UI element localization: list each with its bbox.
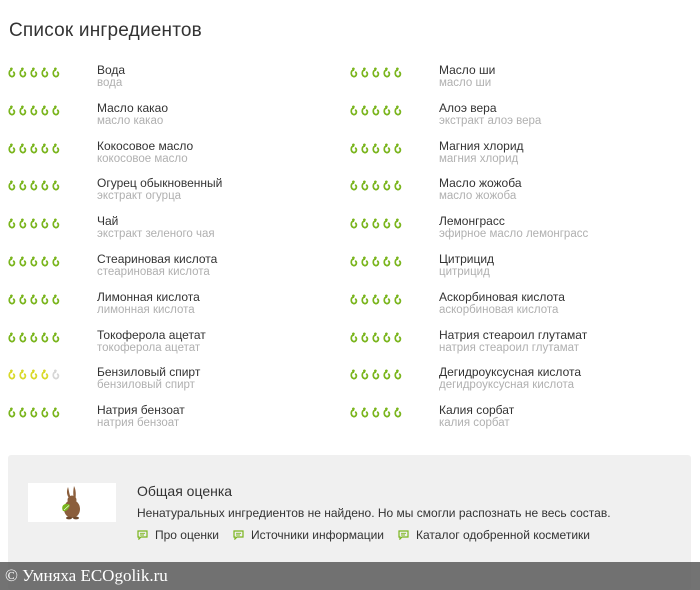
- ingredients-column-left: [8, 60, 348, 438]
- ingredient-name[interactable]: Масло жожоба: [439, 176, 522, 191]
- rating-leaf-icon: [31, 256, 36, 265]
- ingredient-name[interactable]: Дегидроуксусная кислота: [439, 365, 582, 380]
- rating-leaf-icon: [42, 181, 47, 190]
- rating-leaf-icon: [351, 143, 356, 152]
- rating-leaf-icon: [42, 408, 47, 417]
- ingredient-rating: [350, 216, 410, 230]
- rating-leaf-icon: [395, 370, 400, 379]
- rating-leaf-icon: [351, 370, 356, 379]
- ingredient-name[interactable]: Токоферола ацетат: [97, 327, 206, 342]
- ingredient-rating: [8, 292, 68, 306]
- summary-text: Ненатуральных ингредиентов не найдено. Но мы смогли распознать не весь состав.: [137, 506, 611, 520]
- ingredient-name[interactable]: Кокосовое масло: [97, 138, 194, 153]
- rating-leaf-icon: [373, 408, 378, 417]
- page-title: Список ингредиентов: [9, 20, 202, 41]
- ingredient-inci: экстракт огурца: [97, 190, 182, 203]
- rating-leaf-icon: [362, 332, 367, 341]
- rating-leaf-icon: [373, 332, 378, 341]
- rating-leaf-icon: [362, 105, 367, 114]
- rating-leaf-icon: [351, 294, 356, 303]
- ingredient-name[interactable]: Огурец обыкновенный: [97, 176, 223, 191]
- ingredient-row[interactable]: [8, 136, 348, 174]
- rating-leaf-icon: [351, 181, 356, 190]
- rating-leaf-icon: [53, 256, 58, 265]
- rating-leaf-icon: [373, 219, 378, 228]
- ingredient-names: [97, 101, 168, 128]
- rating-leaf-icon: [31, 370, 36, 379]
- about-ratings-link[interactable]: [137, 528, 219, 542]
- ingredient-inci: лимонная кислота: [97, 303, 195, 316]
- comment-icon: [233, 530, 244, 540]
- ingredient-names: [97, 63, 125, 90]
- ingredient-rating: [350, 141, 410, 155]
- ingredient-row[interactable]: [350, 173, 690, 211]
- ingredient-names: [439, 176, 522, 203]
- rating-leaf-icon: [31, 105, 36, 114]
- rating-leaf-icon: [362, 256, 367, 265]
- ingredient-name[interactable]: Масло какао: [97, 100, 168, 115]
- ingredient-name[interactable]: Лимонная кислота: [97, 289, 200, 304]
- ingredient-name[interactable]: Чай: [97, 214, 119, 229]
- rating-leaf-icon: [395, 181, 400, 190]
- rating-leaf-icon: [351, 408, 356, 417]
- ingredient-rating: [8, 367, 68, 381]
- information-sources-label: Источники информации: [250, 528, 385, 542]
- rating-leaf-icon: [362, 294, 367, 303]
- ingredient-row[interactable]: [8, 60, 348, 98]
- rating-leaf-icon: [53, 143, 58, 152]
- rating-leaf-icon: [20, 68, 25, 77]
- rating-leaf-icon: [395, 105, 400, 114]
- rating-leaf-icon: [9, 294, 14, 303]
- ingredient-name[interactable]: Натрия бензоат: [97, 403, 185, 418]
- ingredient-names: [439, 290, 565, 317]
- ingredient-name[interactable]: Калия сорбат: [439, 403, 515, 418]
- rating-leaf-icon: [42, 294, 47, 303]
- ingredient-inci: эфирное масло лемонграсс: [439, 228, 589, 241]
- ingredient-names: [97, 214, 215, 241]
- rating-leaf-icon: [20, 332, 25, 341]
- rating-leaf-icon: [53, 332, 58, 341]
- rating-leaf-icon: [9, 143, 14, 152]
- rating-leaf-icon: [9, 219, 14, 228]
- rating-leaf-icon: [53, 370, 58, 379]
- ingredient-rating: [8, 141, 68, 155]
- ingredients-column-right: [350, 60, 690, 438]
- ingredient-inci: натрия стеароил глутамат: [439, 341, 580, 354]
- ingredient-names: [97, 403, 185, 430]
- rating-leaf-icon: [373, 105, 378, 114]
- rating-leaf-icon: [20, 219, 25, 228]
- rating-leaf-icon: [31, 408, 36, 417]
- rating-leaf-icon: [351, 68, 356, 77]
- rating-leaf-icon: [42, 143, 47, 152]
- rating-leaf-icon: [20, 105, 25, 114]
- rating-leaf-icon: [31, 332, 36, 341]
- rating-leaf-icon: [53, 105, 58, 114]
- ingredient-rating: [350, 292, 410, 306]
- rating-leaf-icon: [384, 143, 389, 152]
- ingredient-name[interactable]: Стеариновая кислота: [97, 251, 218, 266]
- rating-leaf-icon: [362, 181, 367, 190]
- rating-leaf-icon: [373, 294, 378, 303]
- rating-leaf-icon: [395, 294, 400, 303]
- ingredient-inci: масло жожоба: [439, 190, 517, 203]
- ingredient-name[interactable]: Аскорбиновая кислота: [439, 289, 565, 304]
- ingredient-rating: [8, 103, 68, 117]
- ingredient-names: [97, 176, 222, 203]
- rating-leaf-icon: [53, 294, 58, 303]
- ingredient-name[interactable]: Цитрицид: [439, 251, 495, 266]
- ingredient-names: [439, 214, 588, 241]
- about-ratings-label: Про оценки: [155, 528, 219, 542]
- rating-leaf-icon: [53, 408, 58, 417]
- ingredient-row[interactable]: [8, 249, 348, 287]
- rating-leaf-icon: [9, 408, 14, 417]
- ingredient-row[interactable]: [8, 98, 348, 136]
- ingredient-row[interactable]: [350, 249, 690, 287]
- ingredient-rating: [350, 103, 410, 117]
- ingredient-row[interactable]: [8, 325, 348, 363]
- ingredient-names: [97, 139, 193, 166]
- ingredient-inci: стеариновая кислота: [97, 265, 210, 278]
- ingredient-row[interactable]: [350, 400, 690, 438]
- rating-leaf-icon: [362, 68, 367, 77]
- rating-leaf-icon: [42, 332, 47, 341]
- summary-links: [137, 528, 590, 542]
- ingredient-names: [97, 290, 200, 317]
- summary-title: Общая оценка: [137, 483, 233, 499]
- rating-leaf-icon: [384, 105, 389, 114]
- rating-leaf-icon: [31, 68, 36, 77]
- ingredient-names: [439, 252, 494, 279]
- ingredient-inci: вода: [97, 77, 123, 89]
- ingredient-inci: дегидроуксусная кислота: [439, 379, 575, 392]
- rating-leaf-icon: [31, 181, 36, 190]
- rating-leaf-icon: [362, 370, 367, 379]
- rating-leaf-icon: [373, 181, 378, 190]
- rating-leaf-icon: [373, 68, 378, 77]
- ingredient-rating: [350, 405, 410, 419]
- rating-leaf-icon: [9, 105, 14, 114]
- ingredient-names: [439, 101, 541, 128]
- rating-leaf-icon: [395, 408, 400, 417]
- ingredient-row[interactable]: [8, 362, 348, 400]
- ingredient-name[interactable]: Алоэ вера: [439, 100, 497, 115]
- rating-leaf-icon: [9, 256, 14, 265]
- rating-leaf-icon: [20, 370, 25, 379]
- ingredient-names: [439, 139, 524, 166]
- ingredient-rating: [350, 65, 410, 79]
- rating-leaf-icon: [20, 143, 25, 152]
- rating-leaf-icon: [384, 294, 389, 303]
- rating-leaf-icon: [31, 143, 36, 152]
- rating-leaf-icon: [373, 370, 378, 379]
- rating-leaf-icon: [42, 219, 47, 228]
- ingredient-inci: аскорбиновая кислота: [439, 303, 559, 316]
- ingredient-inci: экстракт зеленого чая: [97, 228, 215, 241]
- rating-leaf-icon: [351, 219, 356, 228]
- rating-leaf-icon: [9, 68, 14, 77]
- ingredient-row[interactable]: [8, 287, 348, 325]
- ingredient-rating: [8, 330, 68, 344]
- rating-leaf-icon: [20, 256, 25, 265]
- ingredient-rating: [350, 178, 410, 192]
- ingredient-names: [439, 328, 587, 355]
- ingredient-row[interactable]: [350, 211, 690, 249]
- rating-leaf-icon: [53, 68, 58, 77]
- rating-leaf-icon: [362, 408, 367, 417]
- ingredient-row[interactable]: [8, 400, 348, 438]
- ingredient-inci: кокосовое масло: [97, 152, 188, 165]
- rating-leaf-icon: [20, 408, 25, 417]
- rating-leaf-icon: [362, 143, 367, 152]
- rating-leaf-icon: [53, 219, 58, 228]
- ingredient-name[interactable]: Вода: [97, 63, 126, 77]
- ingredient-row[interactable]: [8, 173, 348, 211]
- rating-leaf-icon: [384, 370, 389, 379]
- ingredient-names: [97, 365, 200, 392]
- ingredient-name[interactable]: Магния хлорид: [439, 138, 524, 153]
- rating-leaf-icon: [42, 105, 47, 114]
- rating-leaf-icon: [42, 370, 47, 379]
- ingredient-row[interactable]: [350, 287, 690, 325]
- rating-leaf-icon: [395, 68, 400, 77]
- ingredient-names: [439, 403, 514, 430]
- rating-leaf-icon: [384, 408, 389, 417]
- watermark-text: © Умняха ECOgolik.ru: [5, 566, 168, 585]
- rating-leaf-icon: [9, 181, 14, 190]
- rating-leaf-icon: [20, 181, 25, 190]
- ingredient-names: [97, 328, 206, 355]
- ingredient-rating: [350, 330, 410, 344]
- ingredient-row[interactable]: [350, 60, 690, 98]
- ingredient-names: [439, 365, 581, 392]
- ingredient-names: [97, 252, 217, 279]
- ingredient-inci: масло ши: [439, 77, 492, 89]
- ingredient-rating: [8, 65, 68, 79]
- rating-leaf-icon: [351, 105, 356, 114]
- comment-icon: [398, 530, 409, 540]
- ingredient-inci: магния хлорид: [439, 152, 519, 165]
- ingredient-rating: [350, 367, 410, 381]
- rating-leaf-icon: [395, 332, 400, 341]
- approved-cosmetics-catalog-label: Каталог одобренной косметики: [416, 528, 590, 542]
- ingredient-row[interactable]: [350, 362, 690, 400]
- rating-leaf-icon: [31, 219, 36, 228]
- ingredient-names: [439, 63, 495, 90]
- rating-leaf-icon: [384, 219, 389, 228]
- rating-leaf-icon: [20, 294, 25, 303]
- rating-leaf-icon: [9, 370, 14, 379]
- rating-leaf-icon: [395, 143, 400, 152]
- ingredient-inci: цитрицид: [439, 265, 490, 278]
- rating-leaf-icon: [42, 68, 47, 77]
- ingredient-inci: экстракт алоэ вера: [439, 114, 542, 127]
- rating-leaf-icon: [384, 332, 389, 341]
- approved-cosmetics-catalog-link[interactable]: [398, 528, 590, 542]
- rating-leaf-icon: [53, 181, 58, 190]
- rating-leaf-icon: [31, 294, 36, 303]
- ingredient-rating: [8, 405, 68, 419]
- ingredient-name[interactable]: Натрия стеароил глутамат: [439, 327, 588, 342]
- rating-leaf-icon: [384, 181, 389, 190]
- ingredient-rating: [350, 254, 410, 268]
- rating-leaf-icon: [362, 219, 367, 228]
- rating-leaf-icon: [373, 143, 378, 152]
- rabbit-leaf-icon: [28, 483, 116, 522]
- ingredient-row[interactable]: [350, 325, 690, 363]
- ingredient-name[interactable]: Бензиловый спирт: [97, 365, 201, 380]
- ingredient-inci: натрия бензоат: [97, 417, 180, 430]
- ingredient-rating: [8, 178, 68, 192]
- ingredient-inci: токоферола ацетат: [97, 341, 201, 354]
- watermark-bar: [0, 562, 700, 590]
- ingredient-inci: калия сорбат: [439, 417, 510, 430]
- ingredient-inci: масло какао: [97, 114, 164, 127]
- rating-leaf-icon: [351, 256, 356, 265]
- rating-leaf-icon: [373, 256, 378, 265]
- ingredient-row[interactable]: [8, 211, 348, 249]
- ingredient-rating: [8, 254, 68, 268]
- ingredient-row[interactable]: [350, 136, 690, 174]
- ingredient-rating: [8, 216, 68, 230]
- ingredient-inci: бензиловый спирт: [97, 379, 195, 392]
- ingredient-name[interactable]: Масло ши: [439, 63, 496, 77]
- rating-leaf-icon: [42, 256, 47, 265]
- ingredient-row[interactable]: [350, 98, 690, 136]
- information-sources-link[interactable]: [233, 528, 384, 542]
- rating-leaf-icon: [384, 256, 389, 265]
- rating-leaf-icon: [395, 256, 400, 265]
- rating-leaf-icon: [384, 68, 389, 77]
- rating-leaf-icon: [9, 332, 14, 341]
- rating-leaf-icon: [351, 332, 356, 341]
- rating-leaf-icon: [395, 219, 400, 228]
- ingredient-name[interactable]: Лемонграсс: [439, 214, 505, 229]
- comment-icon: [137, 530, 148, 540]
